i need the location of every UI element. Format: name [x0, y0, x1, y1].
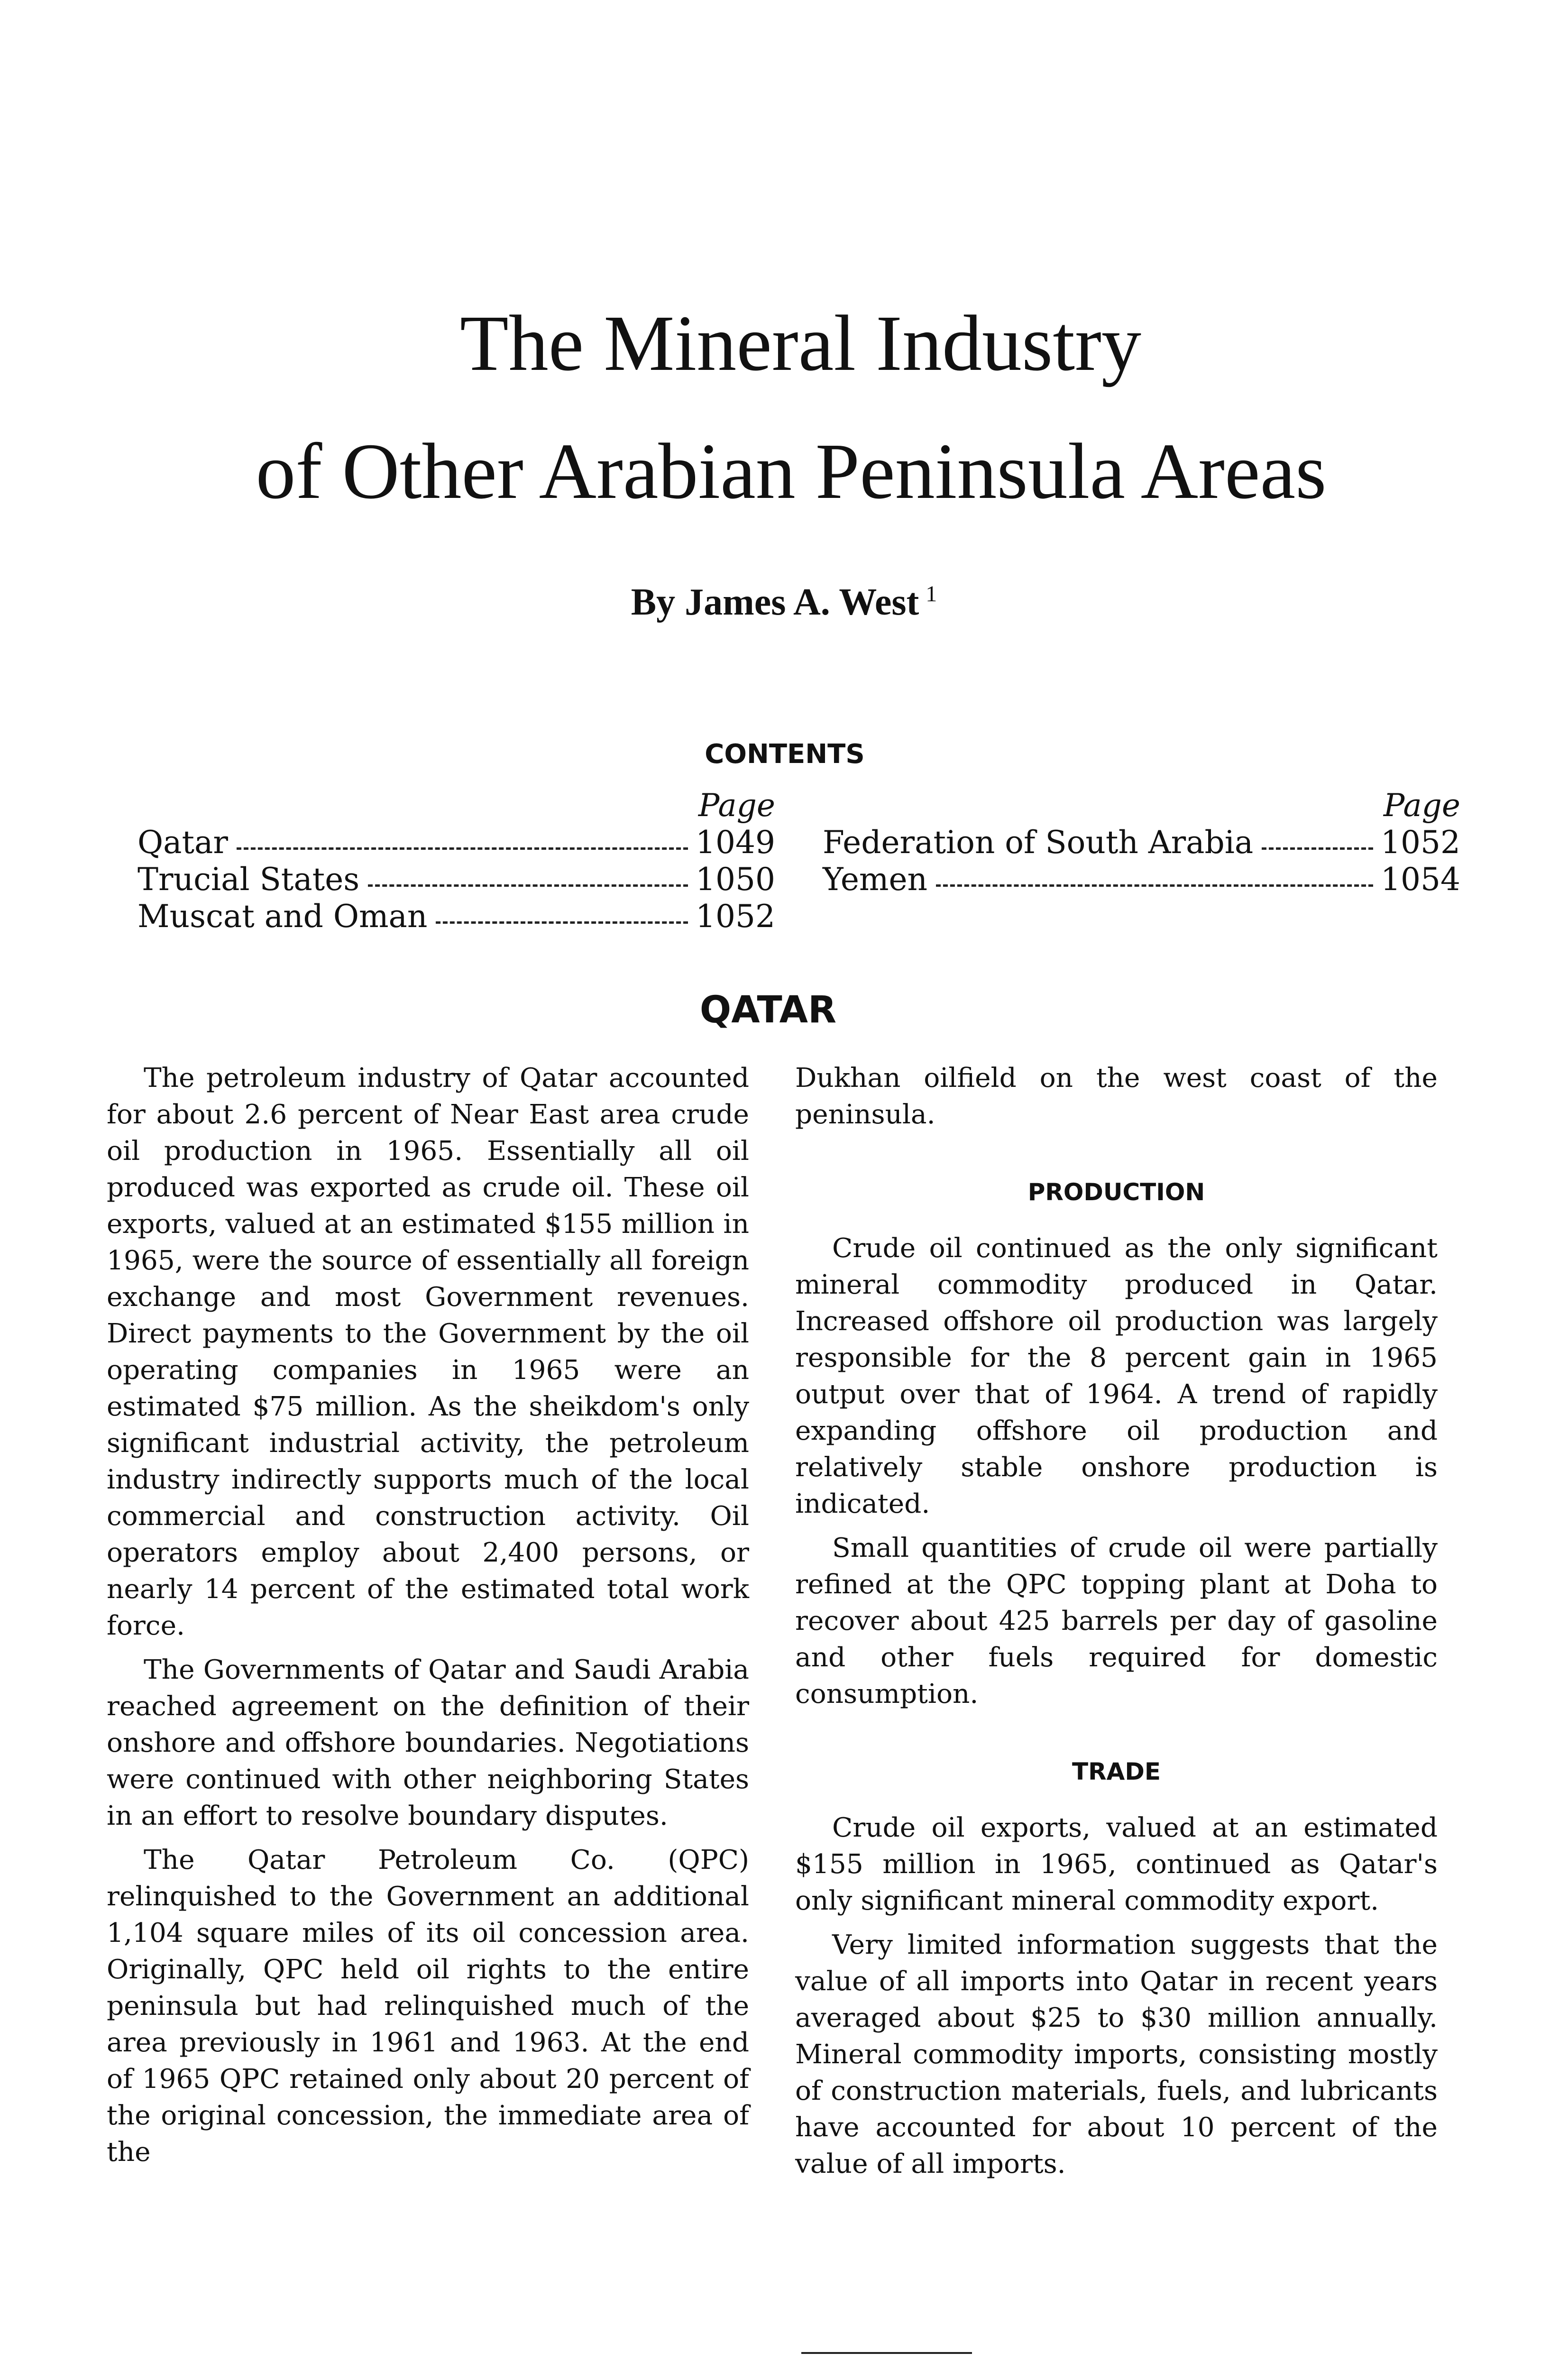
page-column-label: Page — [698, 787, 775, 824]
toc-entry-title: Muscat and Oman — [138, 898, 428, 935]
body-paragraph: Very limited information suggests that the value of all imports into Qatar in recent years averaged about $25 to $30 million annually. Mineral commodity imports, consisting mostly of construction materials, fuels, and lubricants have accounted for about 10 percent of the value of all imports. — [795, 1930, 1438, 2179]
toc-entry-page: 1054 — [1381, 861, 1460, 898]
body-paragraph-continued: Dukhan oilfield on the west coast of the peninsula. — [795, 1063, 1438, 1130]
byline-footnote-marker: 1 — [926, 581, 937, 607]
contents-left-column — [138, 787, 775, 935]
dot-leader — [436, 921, 688, 924]
toc-entry-page: 1052 — [696, 898, 775, 935]
toc-entry — [138, 861, 775, 898]
body-paragraph: Small quantities of crude oil were partially refined at the QPC topping plant at Doha to recover about 425 barrels per day of gasoline and other fuels required for domestic consumption. — [795, 1533, 1438, 1709]
title-line-2: of Other Arabian Peninsula Areas — [256, 427, 1327, 515]
toc-entry-title: Trucial States — [138, 861, 360, 898]
dot-leader — [237, 847, 688, 850]
dot-leader — [368, 884, 688, 887]
toc-entry-page: 1050 — [696, 861, 775, 898]
trade-heading: TRADE — [1072, 1758, 1161, 1785]
page-column-label: Page — [1383, 787, 1460, 824]
toc-entry — [823, 861, 1460, 898]
dot-leader — [936, 884, 1373, 887]
body-right-column — [795, 1060, 1438, 2190]
body-left-column — [107, 1060, 749, 2178]
body-paragraph: The Qatar Petroleum Co. (QPC) relinquished to the Government an additional 1,104 square miles of its oil concession area. Originally, QPC held oil rights to the entire peninsula but had relinquished much of the area previously in 1961 and 1963. At the end of 1965 QPC retained only about 20 percent of the original concession, the immediate area of the — [107, 1845, 749, 2168]
contents-right-column — [823, 787, 1460, 898]
title-line-1: The Mineral Industry — [460, 299, 1141, 387]
toc-entry-page: 1049 — [696, 824, 775, 861]
byline — [0, 581, 1568, 624]
body-paragraph: The Governments of Qatar and Saudi Arabia reached agreement on the definition of their onshore and offshore boundaries. Negotiations were continued with other neighboring States in an effort to resolve boundary disputes. — [107, 1654, 749, 1831]
toc-entry-title: Federation of South Arabia — [823, 824, 1254, 861]
section-heading: QATAR — [699, 989, 837, 1031]
footnote-divider — [801, 2352, 972, 2354]
toc-entry-title: Qatar — [138, 824, 228, 861]
toc-entry — [138, 898, 775, 935]
toc-entry — [138, 824, 775, 861]
toc-entry — [823, 824, 1460, 861]
production-heading: PRODUCTION — [1027, 1178, 1205, 1206]
toc-entry-title: Yemen — [823, 861, 928, 898]
dot-leader — [1262, 847, 1373, 850]
author-name: By James A. West — [631, 581, 919, 623]
body-paragraph: The petroleum industry of Qatar accounted for about 2.6 percent of Near East area crude oil production in 1965. Essentially all oil produced was exported as crude oil. These oil exports, valued at an estimated $155 million in 1965, were the source of essentially all foreign exchange and most Government revenues. Direct payments to the Government by the oil operating companies in 1965 were an estimated $75 million. As the sheikdom's only significant industrial activity, the petroleum industry indirectly supports much of the local commercial and construction activity. Oil operators employ about 2,400 persons, or nearly 14 percent of the estimated total work force. — [107, 1063, 749, 1641]
contents-heading: CONTENTS — [705, 739, 865, 770]
body-paragraph: Crude oil continued as the only significant mineral commodity produced in Qatar. Increased offshore oil production was largely responsible for the 8 percent gain in 1965 output over that of 1964. A trend of rapidly expanding offshore oil production and relatively stable onshore production is indicated. — [795, 1233, 1438, 1519]
body-paragraph: Crude oil exports, valued at an estimated $155 million in 1965, continued as Qatar's only significant mineral commodity export. — [795, 1812, 1438, 1916]
toc-entry-page: 1052 — [1381, 824, 1460, 861]
footnote — [795, 2366, 1438, 2371]
